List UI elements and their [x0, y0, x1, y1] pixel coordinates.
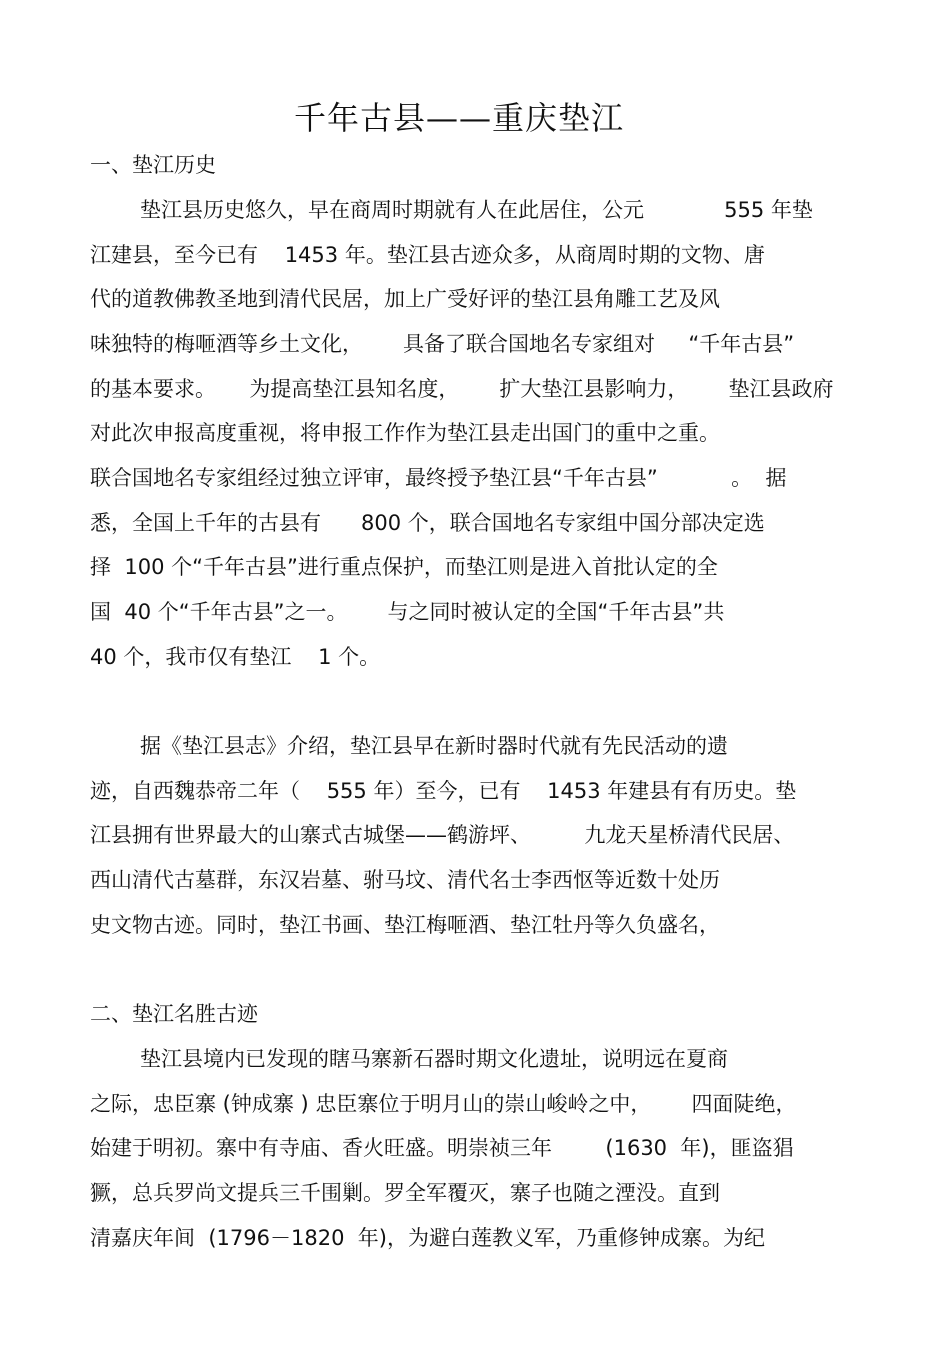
paragraph-line: 江建县，至今已有 1453 年。垫江县古迹众多，从商周时期的文物、唐 — [90, 243, 765, 267]
paragraph-line: 代的道教佛教圣地到清代民居，加上广受好评的垫江县角雕工艺及风 — [90, 287, 720, 311]
paragraph-line: 的基本要求。 为提高垫江县知名度， 扩大垫江县影响力， 垫江县政府 — [90, 377, 834, 401]
paragraph-line: 垫江县境内已发现的瞎马寨新石器时期文化遗址，说明远在夏商 — [140, 1047, 728, 1071]
paragraph-line: 悉，全国上千年的古县有 800 个，联合国地名专家组中国分部决定选 — [90, 511, 765, 535]
section-heading-history: 一、垫江历史 — [90, 153, 216, 177]
paragraph-line: 据《垫江县志》介绍，垫江县早在新时器时代就有先民活动的遗 — [140, 734, 728, 758]
paragraph-line: 联合国地名专家组经过独立评审，最终授予垫江县“千年古县” 。 据 — [90, 466, 787, 490]
paragraph-line: 之际，忠臣寨 (钟成寨 ) 忠臣寨位于明月山的崇山峻岭之中， 四面陡绝， — [90, 1092, 797, 1116]
paragraph-line: 垫江县历史悠久，早在商周时期就有人在此居住，公元 555 年垫 — [140, 198, 813, 222]
paragraph-line: 40 个，我市仅有垫江 1 个。 — [90, 645, 381, 669]
paragraph-line: 迹，自西魏恭帝二年（ 555 年）至今，已有 1453 年建县有有历史。垫 — [90, 779, 797, 803]
paragraph-line: 对此次申报高度重视，将申报工作作为垫江县走出国门的重中之重。 — [90, 421, 720, 445]
paragraph-line: 国 40 个“千年古县”之一。 与之同时被认定的全国“千年古县”共 — [90, 600, 725, 624]
paragraph-line: 獗，总兵罗尚文提兵三千围剿。罗全军覆灭，寨子也随之湮没。直到 — [90, 1181, 720, 1205]
paragraph-line: 始建于明初。寨中有寺庙、香火旺盛。明崇祯三年 (1630 年)，匪盗猖 — [90, 1136, 794, 1160]
paragraph-line: 清嘉庆年间 (1796－1820 年)，为避白莲教义军，乃重修钟成寨。为纪 — [90, 1226, 765, 1250]
section-heading-sites: 二、垫江名胜古迹 — [90, 1002, 258, 1026]
page-title: 千年古县——重庆垫江 — [293, 99, 624, 137]
paragraph-line: 西山清代古墓群，东汉岩墓、驸马坟、清代名士李西怄等近数十处历 — [90, 868, 720, 892]
paragraph-line: 史文物古迹。同时，垫江书画、垫江梅咂酒、垫江牡丹等久负盛名， — [90, 913, 720, 937]
paragraph-line: 择 100 个“千年古县”进行重点保护，而垫江则是进入首批认定的全 — [90, 555, 718, 579]
paragraph-line: 江县拥有世界最大的山寨式古城堡——鹤游坪、 九龙天星桥清代民居、 — [90, 823, 795, 847]
paragraph-line: 味独特的梅咂酒等乡土文化， 具备了联合国地名专家组对 “千年古县” — [90, 332, 795, 356]
